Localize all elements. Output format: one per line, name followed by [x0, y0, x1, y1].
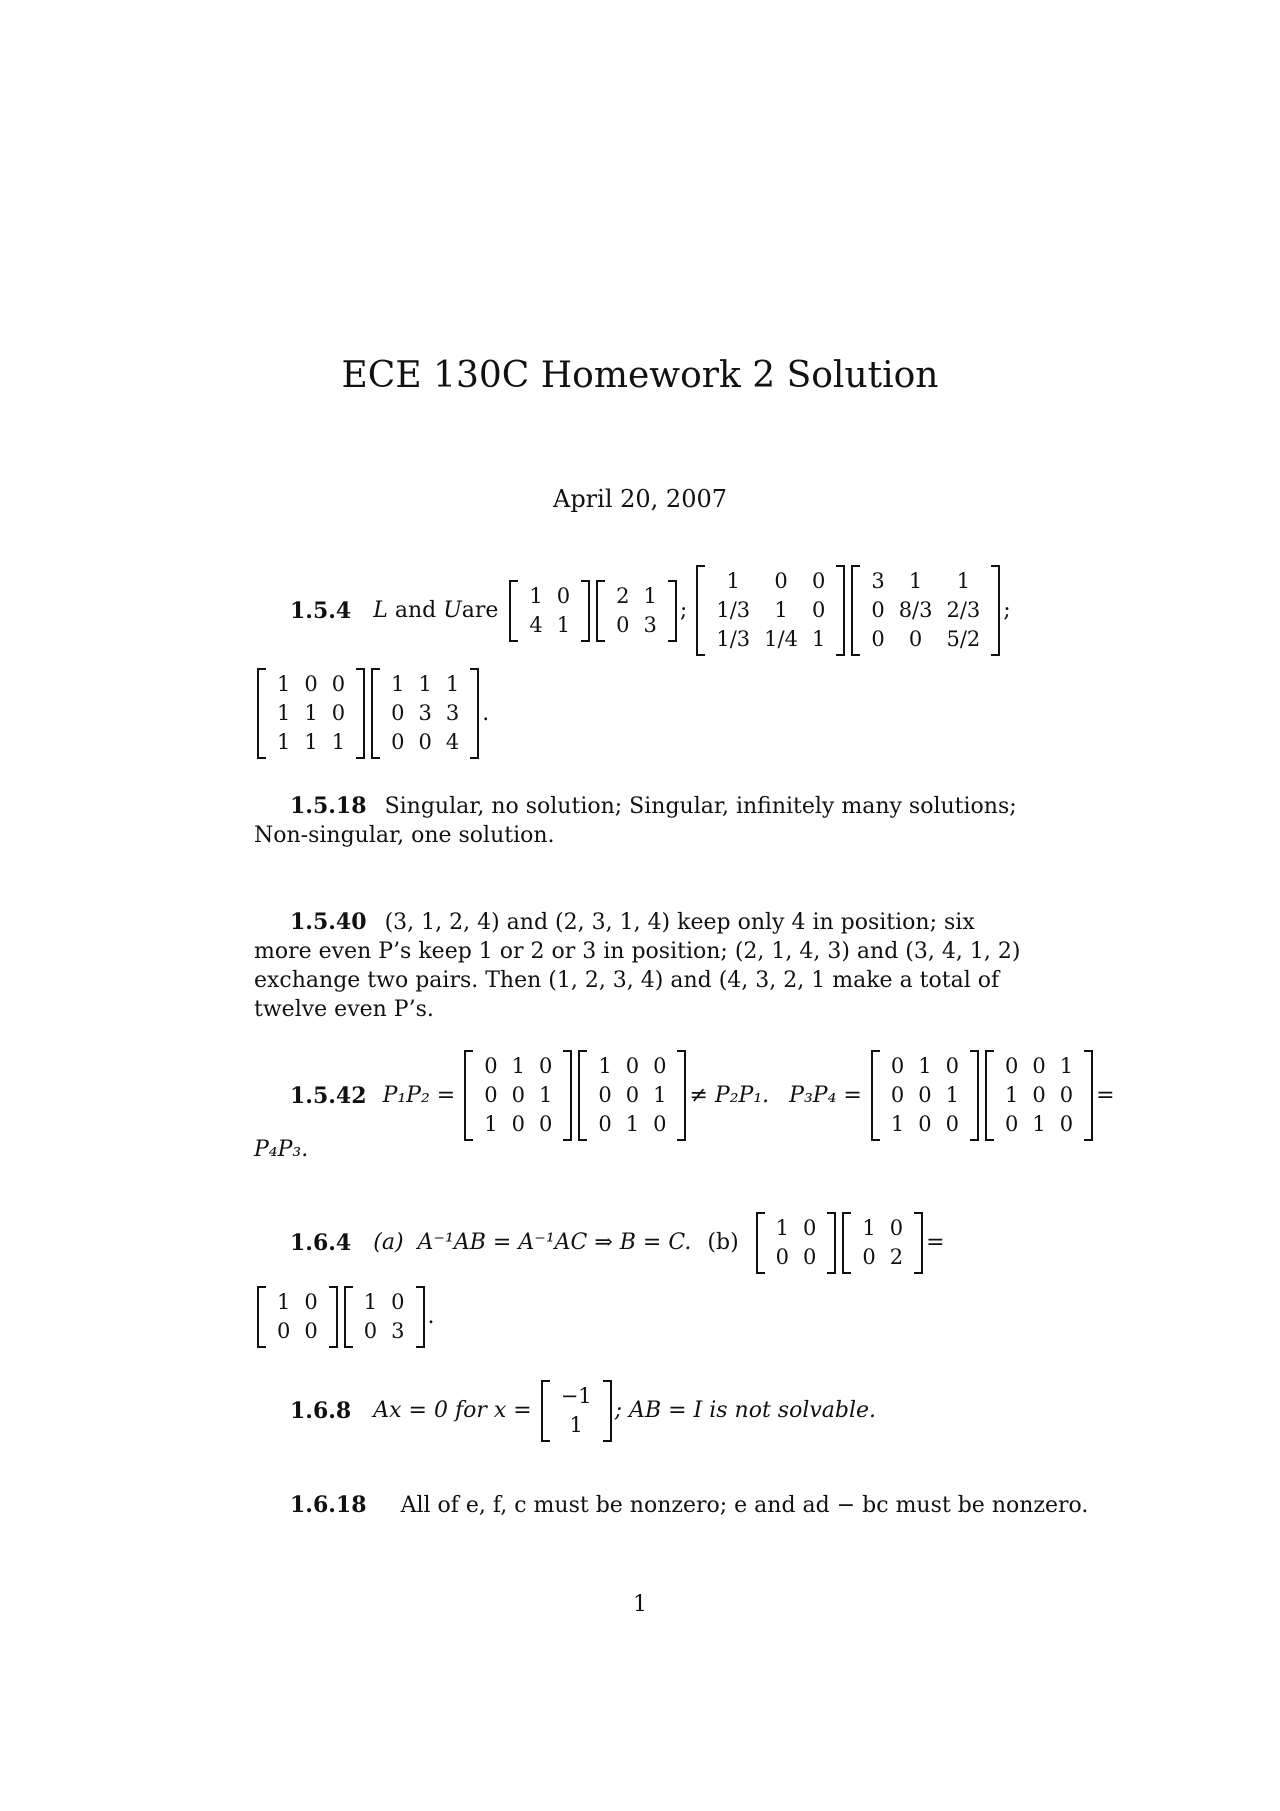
- matrix-entry: 0: [304, 672, 318, 696]
- matrix-entry: 1: [277, 701, 291, 725]
- matrix-entry: 1: [775, 1216, 790, 1240]
- left-bracket: [371, 668, 380, 759]
- right-bracket: [563, 1050, 572, 1141]
- matrix-entry: 0: [1059, 1112, 1074, 1136]
- problem-1-6-4-line1: [290, 1212, 945, 1274]
- problem-1-5-18: [254, 792, 1024, 850]
- matrix-entry: 1: [862, 1216, 876, 1240]
- matrix-entry: 0: [1004, 1054, 1019, 1078]
- matrix-entry: 5/2: [946, 627, 981, 651]
- matrix-entry: 0: [331, 701, 346, 725]
- vector-x: [541, 1380, 612, 1442]
- right-bracket: [914, 1212, 923, 1274]
- matrix-entry: 1: [484, 1112, 498, 1136]
- matrix-entry: 1: [569, 1413, 583, 1437]
- left-bracket: [257, 668, 266, 759]
- matrix-entry: 0: [484, 1054, 498, 1078]
- matrix-b1: [756, 1212, 837, 1274]
- matrix-entry: 0: [363, 1319, 378, 1343]
- left-bracket: [756, 1212, 765, 1274]
- matrix-P3: [871, 1050, 979, 1141]
- matrix-b2: [842, 1212, 923, 1274]
- right-bracket: [329, 1286, 338, 1348]
- matrix-entry: 0: [775, 1245, 790, 1269]
- matrix-entry: 1: [304, 701, 318, 725]
- matrix-entry: 0: [625, 1083, 640, 1107]
- right-bracket: [470, 668, 479, 759]
- matrix-entry: 0: [774, 569, 788, 593]
- left-bracket: [851, 565, 860, 656]
- matrix-entry: 1: [529, 583, 543, 608]
- matrix-entry: 0: [889, 1216, 904, 1240]
- problem-text: (3, 1, 2, 4) and (2, 3, 1, 4) keep only 4 in position; six more even P’s keep 1 or 2 or 3 in position; (2, 1, 4, 3) and (3, 4, 1, 2) exchange two pairs. Then (1, 2, 3, 4) and (4, 3, 2, 1 make a total of twelve even P’s.: [254, 910, 1021, 1022]
- matrix-entry: 0: [945, 1054, 959, 1078]
- matrix-entry: 0: [803, 1216, 817, 1240]
- matrix-entry: 1/4: [764, 627, 798, 651]
- matrix-entry: 1: [391, 672, 405, 696]
- part-b: (b): [707, 1230, 739, 1255]
- period: .: [482, 700, 490, 726]
- matrix-entry: 1: [277, 730, 291, 754]
- right-bracket: [668, 580, 677, 642]
- post-text: ; AB = I is not solvable.: [614, 1398, 877, 1423]
- problem-number: 1.6.8: [290, 1398, 352, 1424]
- matrix-b4: [344, 1286, 425, 1348]
- problem-1-5-4-line1: [290, 565, 1011, 656]
- matrix-L2: [509, 580, 590, 642]
- problem-1-5-4-line2: [254, 668, 489, 759]
- date: April 20, 2007: [552, 485, 728, 513]
- matrix-entry: 0: [391, 730, 405, 754]
- lhs-p3p4: P₃P₄ =: [789, 1082, 862, 1108]
- period: .: [427, 1304, 435, 1329]
- right-bracket: [1084, 1050, 1093, 1141]
- problem-text: Singular, no solution; Singular, infinitely many solutions; Non-singular, one solution.: [254, 794, 1017, 848]
- matrix-entry: 0: [945, 1112, 959, 1136]
- matrix-L3: [696, 565, 845, 656]
- problem-number: 1.5.18: [290, 793, 367, 819]
- matrix-entry: 0: [418, 730, 432, 754]
- matrix-entry: 1: [890, 1112, 905, 1136]
- right-bracket: [416, 1286, 425, 1348]
- matrix-entry: 0: [1032, 1083, 1046, 1107]
- matrix-entry: 8/3: [898, 598, 933, 622]
- matrix-entry: 0: [598, 1112, 612, 1136]
- matrix-entry: 0: [908, 627, 923, 651]
- matrix-entry: 0: [871, 627, 885, 651]
- matrix-entry: 1: [277, 1290, 291, 1314]
- matrix-entry: 0: [1032, 1054, 1046, 1078]
- matrix-entry: 0: [862, 1245, 876, 1269]
- matrix-entry: 1: [418, 672, 432, 696]
- problem-1-6-18: [290, 1490, 1088, 1521]
- matrix-entry: 1: [726, 569, 740, 593]
- matrix-P4: [985, 1050, 1093, 1141]
- pre-text: Ax = 0 for x =: [373, 1398, 532, 1423]
- matrix-b3: [257, 1286, 338, 1348]
- matrix-entry: 0: [811, 569, 826, 593]
- matrix-entry: 1: [445, 672, 460, 696]
- left-bracket: [509, 580, 518, 642]
- matrix-entry: 3: [445, 701, 460, 725]
- matrix-entry: 0: [1004, 1112, 1019, 1136]
- matrix-entry: 1: [774, 598, 788, 622]
- problem-number: 1.6.18: [290, 1492, 367, 1518]
- part-a: (a) A⁻¹AB = A⁻¹AC ⇒ B = C.: [373, 1230, 692, 1255]
- problem-number: 1.5.42: [290, 1082, 367, 1109]
- matrix-entry: 1: [811, 627, 826, 651]
- right-bracket: [836, 565, 845, 656]
- matrix-entry: 0: [890, 1083, 905, 1107]
- matrix-entry: 0: [598, 1083, 612, 1107]
- equals: =: [926, 1230, 945, 1255]
- matrix-entry: 0: [890, 1054, 905, 1078]
- matrix-entry: 1: [918, 1054, 932, 1078]
- matrix-entry: 0: [918, 1112, 932, 1136]
- problem-text: All of e, f, c must be nonzero; e and ad − bc must be nonzero.: [400, 1493, 1089, 1518]
- matrix-entry: 1: [956, 569, 971, 593]
- matrix-entry: 0: [511, 1112, 525, 1136]
- matrix-entry: 0: [484, 1083, 498, 1107]
- matrix-entry: 0: [556, 583, 571, 608]
- equals: =: [1096, 1082, 1115, 1108]
- matrix-entry: 2/3: [946, 598, 981, 622]
- matrix-entry: 1: [945, 1083, 959, 1107]
- problem-number: 1.5.4: [290, 597, 352, 624]
- right-bracket: [356, 668, 365, 759]
- matrix-entry: −1: [560, 1384, 592, 1408]
- text-and: and: [387, 597, 444, 623]
- text-are: are: [461, 597, 499, 623]
- matrix-entry: 0: [803, 1245, 817, 1269]
- page-number: 1: [633, 1592, 647, 1617]
- var-L: L: [373, 597, 388, 623]
- matrix-entry: 1: [653, 1083, 667, 1107]
- matrix-entry: 1/3: [716, 627, 751, 651]
- left-bracket: [871, 1050, 880, 1141]
- matrix-entry: 4: [445, 730, 460, 754]
- matrix-entry: 1: [625, 1112, 640, 1136]
- matrix-entry: 1: [643, 583, 657, 608]
- matrix-entry: 0: [653, 1054, 667, 1078]
- matrix-entry: 1: [511, 1054, 525, 1078]
- matrix-U2: [596, 580, 677, 642]
- matrix-entry: 3: [391, 1319, 405, 1343]
- matrix-entry: 1: [1059, 1054, 1074, 1078]
- left-bracket: [696, 565, 705, 656]
- matrix-P2: [578, 1050, 686, 1141]
- separator: ;: [679, 597, 688, 623]
- matrix-entry: 0: [625, 1054, 640, 1078]
- problem-1-5-40: [254, 908, 1024, 1024]
- right-bracket: [970, 1050, 979, 1141]
- separator-2: ;: [1003, 597, 1011, 623]
- right-bracket: [827, 1212, 836, 1274]
- matrix-entry: 1: [556, 612, 571, 637]
- matrix-entry: 1: [1004, 1083, 1019, 1107]
- matrix-entry: 1: [277, 672, 291, 696]
- problem-1-6-4-line2: [254, 1286, 435, 1348]
- matrix-entry: 1: [331, 730, 346, 754]
- matrix-entry: 1: [908, 569, 923, 593]
- matrix-P1: [464, 1050, 572, 1141]
- matrix-entry: 1/3: [716, 598, 751, 622]
- p4p3-tail: [254, 1135, 308, 1165]
- matrix-entry: 1: [1032, 1112, 1046, 1136]
- matrix-entry: 0: [918, 1083, 932, 1107]
- matrix-entry: 3: [643, 612, 657, 637]
- right-bracket: [581, 580, 590, 642]
- matrix-entry: 1: [538, 1083, 553, 1107]
- matrix-entry: 1: [304, 730, 318, 754]
- matrix-entry: 0: [277, 1319, 291, 1343]
- matrix-entry: 0: [331, 672, 346, 696]
- matrix-entry: 0: [538, 1112, 553, 1136]
- matrix-entry: 1: [598, 1054, 612, 1078]
- matrix-entry: 0: [511, 1083, 525, 1107]
- matrix-entry: 0: [304, 1319, 318, 1343]
- matrix-L4: [257, 668, 365, 759]
- matrix-entry: 2: [616, 583, 630, 608]
- matrix-entry: 2: [889, 1245, 904, 1269]
- left-bracket: [842, 1212, 851, 1274]
- left-bracket: [344, 1286, 353, 1348]
- left-bracket: [578, 1050, 587, 1141]
- neq-p2p1: ≠ P₂P₁.: [689, 1082, 770, 1108]
- page-title: ECE 130C Homework 2 Solution: [341, 355, 939, 396]
- left-bracket: [464, 1050, 473, 1141]
- problem-number: 1.6.4: [290, 1230, 352, 1256]
- lhs-p1p2: P₁P₂ =: [382, 1082, 456, 1108]
- matrix-entry: 3: [418, 701, 432, 725]
- matrix-entry: 1: [363, 1290, 378, 1314]
- problem-number: 1.5.40: [290, 909, 367, 935]
- matrix-U4: [371, 668, 479, 759]
- left-bracket: [985, 1050, 994, 1141]
- matrix-entry: 0: [391, 1290, 405, 1314]
- matrix-entry: 3: [871, 569, 885, 593]
- matrix-entry: 0: [811, 598, 826, 622]
- matrix-entry: 0: [871, 598, 885, 622]
- matrix-entry: 0: [653, 1112, 667, 1136]
- left-bracket: [596, 580, 605, 642]
- problem-1-6-8: [290, 1380, 876, 1442]
- right-bracket: [991, 565, 1000, 656]
- matrix-entry: 0: [538, 1054, 553, 1078]
- matrix-entry: 0: [616, 612, 630, 637]
- matrix-entry: 4: [529, 612, 543, 637]
- right-bracket: [603, 1380, 612, 1442]
- matrix-entry: 0: [391, 701, 405, 725]
- matrix-entry: 0: [304, 1290, 318, 1314]
- matrix-entry: 0: [1059, 1083, 1074, 1107]
- left-bracket: [257, 1286, 266, 1348]
- left-bracket: [541, 1380, 550, 1442]
- var-U: U: [443, 597, 462, 623]
- right-bracket: [677, 1050, 686, 1141]
- matrix-U3: [851, 565, 1000, 656]
- problem-1-5-42: [290, 1050, 1115, 1141]
- tail-text: P₄P₃.: [254, 1137, 309, 1162]
